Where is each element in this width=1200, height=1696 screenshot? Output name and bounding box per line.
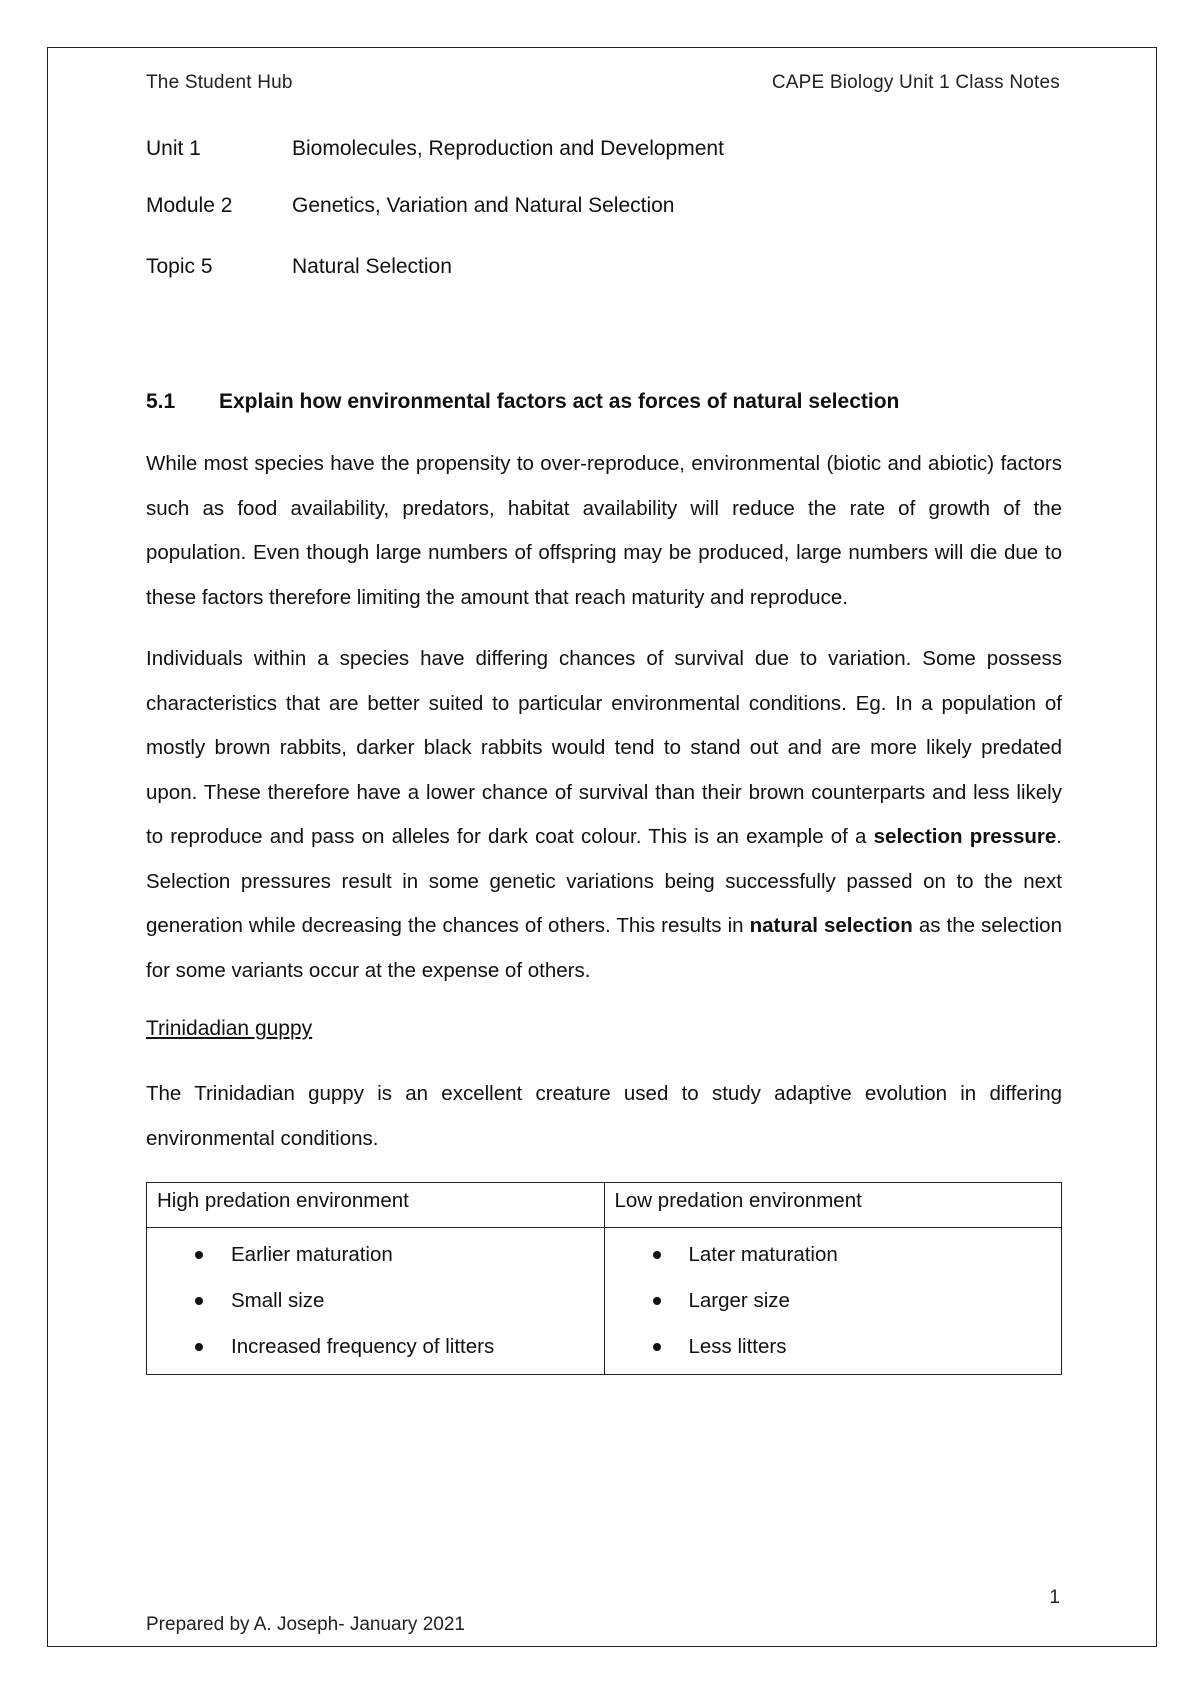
paragraph-text: . Selection pressures result in some genetic variations being successfully passed on to the next generation while decreasing the chances of others. This results in bbox=[146, 825, 1062, 937]
low-predation-list bbox=[615, 1232, 1052, 1370]
list-item bbox=[615, 1324, 1052, 1370]
table-cell-low bbox=[604, 1228, 1062, 1375]
high-predation-list bbox=[157, 1232, 594, 1370]
list-item-text: Less litters bbox=[688, 1335, 787, 1358]
meta-row-topic bbox=[146, 255, 452, 279]
table-cell-high bbox=[147, 1228, 605, 1375]
meta-row-unit bbox=[146, 137, 724, 161]
meta-value: Genetics, Variation and Natural Selection bbox=[292, 194, 675, 217]
bullet-icon bbox=[653, 1251, 661, 1259]
section-number: 5.1 bbox=[146, 390, 176, 413]
header-right: CAPE Biology Unit 1 Class Notes bbox=[771, 72, 1060, 93]
list-item bbox=[615, 1232, 1052, 1278]
footer: Prepared by A. Joseph- January 2021 bbox=[146, 1614, 465, 1635]
table-header-low: Low predation environment bbox=[604, 1183, 1062, 1228]
list-item-text: Larger size bbox=[688, 1289, 790, 1312]
table-header-high: High predation environment bbox=[147, 1183, 605, 1228]
list-item bbox=[615, 1278, 1052, 1324]
section-heading bbox=[146, 390, 899, 414]
meta-label: Topic 5 bbox=[146, 255, 213, 278]
comparison-table bbox=[146, 1182, 1062, 1375]
section-title: Explain how environmental factors act as forces of natural selection bbox=[219, 390, 900, 413]
list-item-text: Small size bbox=[231, 1289, 325, 1312]
paragraph-text: as the selection for some variants occur at the expense of others. bbox=[146, 914, 1062, 982]
meta-value: Natural Selection bbox=[292, 255, 452, 278]
subheading-guppy: Trinidadian guppy bbox=[146, 1017, 313, 1040]
meta-label: Unit 1 bbox=[146, 137, 201, 160]
meta-label: Module 2 bbox=[146, 194, 233, 217]
paragraph-selection bbox=[146, 637, 1062, 993]
meta-value: Biomolecules, Reproduction and Development bbox=[292, 137, 724, 160]
meta-row-module bbox=[146, 194, 675, 218]
list-item bbox=[157, 1278, 594, 1324]
bullet-icon bbox=[195, 1297, 203, 1305]
list-item bbox=[157, 1232, 594, 1278]
table-row bbox=[147, 1228, 1062, 1375]
bullet-icon bbox=[653, 1343, 661, 1351]
header-left: The Student Hub bbox=[146, 72, 293, 93]
paragraph-guppy: The Trinidadian guppy is an excellent creature used to study adaptive evolution in differing environmental conditions. bbox=[146, 1082, 1062, 1150]
list-item-text: Earlier maturation bbox=[231, 1243, 393, 1266]
bullet-icon bbox=[653, 1297, 661, 1305]
term-selection-pressure: selection pressure bbox=[873, 825, 1057, 848]
bullet-icon bbox=[195, 1251, 203, 1259]
page-number: 1 bbox=[1049, 1587, 1060, 1608]
list-item-text: Later maturation bbox=[688, 1243, 838, 1266]
term-natural-selection: natural selection bbox=[749, 914, 913, 937]
paragraph-intro: While most species have the propensity to over-reproduce, environmental (biotic and abiotic) factors such as food availability, predators, habitat availability will reduce the rate of growth of the population. Even though large numbers of offspring may be produced, large numbers will die due to these factors therefore limiting the amount that reach maturity and reproduce. bbox=[146, 452, 1062, 609]
list-item-text: Increased frequency of litters bbox=[231, 1335, 495, 1358]
bullet-icon bbox=[195, 1343, 203, 1351]
list-item bbox=[157, 1324, 594, 1370]
table-header-row bbox=[147, 1183, 1062, 1228]
paragraph-text: Individuals within a species have differing chances of survival due to variation. Some possess characteristics that are better suited to particular environmental conditions. Eg. In a population of mostly brown rabbits, darker black rabbits would tend to stand out and are more likely predated upon. These therefore have a lower chance of survival than their brown counterparts and less likely to reproduce and pass on alleles for dark coat colour. This is an example of a bbox=[146, 647, 1062, 848]
